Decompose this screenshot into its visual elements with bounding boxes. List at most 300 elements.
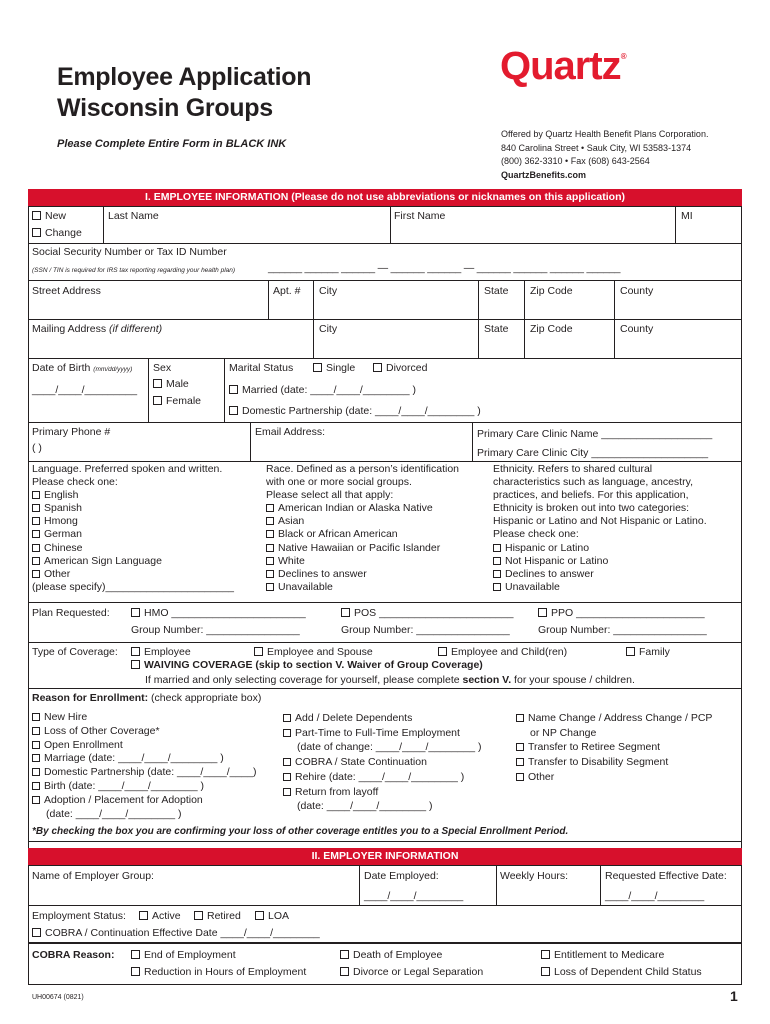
checkbox[interactable] [32, 557, 40, 565]
language-option[interactable] [32, 528, 234, 541]
dob-input[interactable]: ____/____/_________ [32, 384, 138, 396]
reason-label: Rehire (date: ____/____/________ ) [295, 770, 465, 783]
race-option-label: Asian [278, 515, 305, 528]
end-employment-label: End of Employment [144, 949, 236, 961]
title-line-2: Wisconsin Groups [57, 94, 273, 122]
language-option[interactable] [32, 542, 234, 555]
coverage-type-label: Type of Coverage: [32, 646, 118, 658]
race-option[interactable] [266, 502, 459, 515]
divider [496, 865, 497, 905]
reason-label: Adoption / Placement for Adoption [44, 793, 203, 806]
cobra-reason-label: COBRA Reason: [32, 949, 115, 961]
reason-label: Transfer to Retiree Segment [528, 741, 661, 754]
ethnicity-intro-line: practices, and beliefs. For this application, [493, 489, 689, 502]
retired-label: Retired [207, 910, 241, 922]
children-checkbox[interactable] [438, 647, 447, 656]
divider [28, 841, 742, 842]
reduction-hours-option[interactable] [131, 966, 306, 979]
apt-label: Apt. # [273, 285, 301, 297]
divorced-label: Divorced [386, 362, 428, 374]
reason-header [32, 692, 261, 705]
ethnicity-option-label: Declines to answer [505, 567, 594, 580]
divider [28, 243, 742, 244]
race-option-label: Unavailable [278, 580, 333, 593]
last-name-label: Last Name [108, 210, 159, 222]
divorce-option[interactable] [340, 966, 483, 979]
race-option[interactable] [266, 581, 459, 594]
divider [28, 642, 742, 643]
divider [28, 280, 742, 281]
change-option[interactable] [32, 227, 82, 240]
medicare-label: Entitlement to Medicare [554, 949, 665, 961]
divider [224, 358, 225, 422]
phone-input[interactable]: ( ) [32, 442, 42, 454]
date-employed-label: Date Employed: [364, 870, 439, 882]
change-checkbox[interactable] [32, 228, 41, 237]
race-option-label: Declines to answer [278, 567, 367, 580]
reason-option[interactable] [283, 770, 482, 785]
reason-checkbox[interactable] [283, 729, 291, 737]
reason-label: Marriage (date: ____/____/________ ) [44, 752, 224, 765]
effective-date-input[interactable]: ____/____/________ [605, 890, 705, 902]
reason-option[interactable] [283, 755, 482, 770]
plan-requested-label: Plan Requested: [32, 607, 110, 619]
married-label: Married (date: ____/____/________ ) [242, 384, 416, 396]
race-intro-line: Please select all that apply: [266, 489, 394, 502]
contact-line-1: Offered by Quartz Health Benefit Plans Corporation. [501, 129, 709, 139]
dob-label [32, 362, 132, 376]
reason-label: Reason for Enrollment: [32, 692, 149, 704]
language-intro-line: Language. Preferred spoken and written. [32, 463, 223, 475]
hmo-checkbox[interactable] [131, 608, 140, 617]
divider [600, 865, 601, 905]
race-option[interactable] [266, 515, 459, 528]
checkbox[interactable] [32, 570, 40, 578]
children-label: Employee and Child(ren) [451, 646, 568, 658]
reason-checkbox[interactable] [283, 714, 291, 722]
reason-label: Other [528, 770, 555, 783]
reason-checkbox[interactable] [283, 773, 291, 781]
pos-group-number[interactable]: Group Number: ________________ [341, 624, 510, 636]
contact-block [501, 128, 708, 182]
divider [359, 865, 360, 905]
divorce-label: Divorce or Legal Separation [353, 966, 484, 978]
reason-checkbox[interactable] [32, 754, 40, 762]
reason-option[interactable] [516, 711, 712, 726]
reason-label: Part-Time to Full-Time Employment [295, 726, 460, 739]
waiving-checkbox[interactable] [131, 660, 140, 669]
ppo-checkbox[interactable] [538, 608, 547, 617]
reason-option [283, 799, 482, 814]
reason-option[interactable] [516, 740, 712, 755]
reason-option[interactable] [283, 726, 482, 741]
spouse-checkbox[interactable] [254, 647, 263, 656]
reason-label: New Hire [44, 711, 88, 723]
race-option[interactable] [266, 528, 459, 541]
male-checkbox[interactable] [153, 379, 162, 388]
clinic-name-field[interactable]: Primary Care Clinic Name ___________________ [477, 428, 713, 440]
divider [478, 280, 479, 358]
language-option[interactable] [32, 568, 234, 581]
divider [28, 422, 742, 423]
active-label: Active [152, 910, 181, 922]
reason-checkbox[interactable] [32, 768, 40, 776]
mailing-state-label: State [484, 323, 509, 335]
street-address-label: Street Address [32, 285, 101, 297]
race-option-label: Native Hawaiian or Pacific Islander [278, 541, 441, 554]
waiving-note-a: If married and only selecting coverage for yourself, please complete [145, 674, 463, 686]
reason-option[interactable] [283, 711, 482, 726]
new-option[interactable] [32, 210, 66, 223]
married-checkbox[interactable] [229, 385, 238, 394]
checkbox[interactable] [32, 544, 40, 552]
logo-text: Quartz [500, 44, 621, 88]
race-intro-line: with one or more social groups. [266, 476, 412, 489]
single-label: Single [326, 362, 356, 374]
checkbox[interactable] [493, 557, 501, 565]
race-option[interactable] [266, 555, 459, 568]
race-option[interactable] [266, 568, 459, 581]
reason-checkbox[interactable] [32, 713, 40, 721]
retired-checkbox[interactable] [194, 911, 203, 920]
race-option-label: White [278, 554, 305, 567]
ethnicity-option-label: Unavailable [505, 580, 560, 593]
coverage-family[interactable] [626, 646, 670, 659]
single-option[interactable] [313, 362, 355, 375]
status-retired[interactable] [194, 910, 241, 923]
single-checkbox[interactable] [313, 363, 322, 372]
ethnicity-option-label: Not Hispanic or Latino [505, 554, 609, 567]
reason-option [32, 808, 256, 822]
reason-option[interactable] [516, 755, 712, 770]
male-label: Male [166, 378, 189, 390]
reason-option[interactable] [516, 770, 712, 785]
language-specify-field[interactable]: (please specify)______________________ [32, 580, 235, 593]
dependent-status-option[interactable] [541, 966, 702, 979]
waiving-note-section: section V. [462, 674, 512, 686]
checkbox[interactable] [266, 570, 274, 578]
reasons-col-1 [32, 711, 256, 821]
ethnicity-intro-line: Hispanic or Latino and Not Hispanic or Latino. [493, 515, 707, 528]
divorce-checkbox[interactable] [340, 967, 349, 976]
language-option-label: American Sign Language [44, 554, 162, 567]
divider [472, 422, 473, 461]
reason-label: (date of change: ____/____/________ ) [297, 741, 482, 754]
reason-option [283, 740, 482, 755]
divider [28, 905, 742, 906]
waiving-coverage-option[interactable] [131, 659, 483, 672]
hmo-option[interactable] [131, 607, 306, 620]
divider [313, 280, 314, 358]
marital-status-label: Marital Status [229, 362, 294, 374]
ethnicity-block [493, 463, 707, 594]
death-option[interactable] [340, 949, 442, 962]
race-option-label: Black or African American [278, 528, 398, 541]
checkbox[interactable] [32, 517, 40, 525]
reason-checkbox[interactable] [32, 796, 40, 804]
reason-label: Birth (date: ____/____/________ ) [44, 779, 204, 792]
reason-checkbox[interactable] [516, 743, 524, 751]
checkbox[interactable] [493, 544, 501, 552]
language-option-label: Chinese [44, 541, 83, 554]
contact-line-3: (800) 362-3310 • Fax (608) 643-2564 [501, 156, 650, 166]
employer-group-label: Name of Employer Group: [32, 870, 154, 882]
divider [103, 206, 104, 243]
female-option[interactable] [153, 395, 201, 408]
checkbox[interactable] [493, 570, 501, 578]
waiving-note-c: for your spouse / children. [511, 674, 635, 686]
divider [28, 319, 742, 320]
reason-checkbox[interactable] [283, 758, 291, 766]
domestic-partnership-option[interactable] [229, 405, 481, 418]
ppo-label: PPO ______________________ [551, 607, 705, 619]
reduction-hours-label: Reduction in Hours of Employment [144, 966, 307, 978]
pos-label: POS _______________________ [354, 607, 514, 619]
zip-label: Zip Code [530, 285, 573, 297]
coverage-children[interactable] [438, 646, 567, 659]
checkbox[interactable] [32, 530, 40, 538]
registered-mark: ® [620, 52, 626, 61]
loa-checkbox[interactable] [255, 911, 264, 920]
reason-option[interactable] [32, 725, 256, 739]
checkbox[interactable] [266, 583, 274, 591]
ethnicity-option[interactable] [493, 542, 707, 555]
reason-label: Loss of Other Coverage* [44, 724, 160, 737]
reason-option[interactable] [32, 780, 256, 794]
cobra-continuation-checkbox[interactable] [32, 928, 41, 937]
new-checkbox[interactable] [32, 211, 41, 220]
language-intro-line: Please check one: [32, 476, 118, 489]
reason-option[interactable] [32, 739, 256, 753]
race-block [266, 463, 459, 594]
death-label: Death of Employee [353, 949, 443, 961]
mailing-zip-label: Zip Code [530, 323, 573, 335]
female-label: Female [166, 395, 202, 407]
male-option[interactable] [153, 378, 189, 391]
mailing-address-label [32, 323, 162, 336]
reason-checkbox[interactable] [283, 788, 291, 796]
race-option-label: American Indian or Alaska Native [278, 502, 433, 515]
checkbox[interactable] [266, 544, 274, 552]
checkbox[interactable] [266, 517, 274, 525]
loa-label: LOA [268, 910, 290, 922]
employment-status-label: Employment Status: [32, 910, 126, 922]
hmo-group-number[interactable]: Group Number: ________________ [131, 624, 300, 636]
checkbox[interactable] [493, 583, 501, 591]
ssn-note: (SSN / TIN is required for IRS tax reporting regarding your health plan) [32, 267, 236, 274]
ethnicity-intro-line: Ethnicity. Refers to shared cultural [493, 463, 653, 475]
divider [524, 280, 525, 358]
waiving-label: WAIVING COVERAGE (skip to section V. Waiver of Group Coverage) [144, 659, 483, 671]
pos-checkbox[interactable] [341, 608, 350, 617]
reason-option[interactable] [32, 752, 256, 766]
first-name-label: First Name [394, 210, 446, 222]
domestic-label: Domestic Partnership (date: ____/____/________ ) [242, 405, 481, 417]
divider [250, 422, 251, 461]
coverage-employee[interactable] [131, 646, 191, 659]
subtitle: Please Complete Entire Form in BLACK INK [57, 138, 287, 150]
contact-line-2: 840 Carolina Street • Sauk City, WI 53583-1374 [501, 142, 692, 153]
reason-label: Transfer to Disability Segment [528, 756, 669, 769]
language-block [32, 463, 234, 594]
language-option[interactable] [32, 555, 234, 568]
reason-label: or NP Change [530, 726, 597, 739]
divider [28, 688, 742, 689]
status-active[interactable] [139, 910, 181, 923]
language-option-label: Spanish [44, 502, 82, 515]
divider [268, 280, 269, 319]
mailing-city-label: City [319, 323, 338, 335]
reason-checkbox[interactable] [32, 782, 40, 790]
reason-checkbox[interactable] [516, 773, 524, 781]
title-line-1: Employee Application [57, 63, 312, 91]
weekly-hours-label: Weekly Hours: [500, 870, 569, 882]
married-option[interactable] [229, 384, 416, 397]
reason-note: (check appropriate box) [148, 692, 262, 704]
divider [28, 943, 742, 944]
reason-label: COBRA / State Continuation [295, 756, 427, 769]
ethnicity-intro-line: Ethnicity is broken out into two categories: [493, 502, 690, 515]
page-number: 1 [730, 988, 738, 1004]
race-option[interactable] [266, 542, 459, 555]
ethnicity-option-label: Hispanic or Latino [505, 541, 590, 554]
date-employed-input[interactable]: ____/____/________ [364, 890, 464, 902]
waiving-note [145, 674, 635, 687]
checkbox[interactable] [32, 491, 40, 499]
sex-label: Sex [153, 362, 172, 374]
reason-checkbox[interactable] [32, 727, 40, 735]
checkbox[interactable] [266, 557, 274, 565]
reason-label: Open Enrollment [44, 738, 123, 751]
dependent-status-checkbox[interactable] [541, 967, 550, 976]
ethnicity-intro-line: characteristics such as language, ancestry, [493, 476, 693, 489]
end-employment-checkbox[interactable] [131, 950, 140, 959]
ethnicity-option[interactable] [493, 555, 707, 568]
language-option-label: Hmong [44, 515, 78, 528]
new-label: New [45, 210, 67, 222]
ethnicity-option[interactable] [493, 568, 707, 581]
divorced-checkbox[interactable] [373, 363, 382, 372]
reasons-col-2 [283, 711, 482, 814]
section-1-header: I. EMPLOYEE INFORMATION (Please do not use abbreviations or nicknames on this application) [28, 189, 742, 206]
employee-label: Employee [144, 646, 191, 658]
reason-option [516, 726, 712, 741]
divider [148, 358, 149, 422]
county-label: County [620, 285, 654, 297]
divider [28, 602, 742, 603]
reason-option[interactable] [283, 785, 482, 800]
reason-option[interactable] [32, 711, 256, 725]
change-label: Change [45, 227, 82, 239]
reason-option[interactable] [32, 766, 256, 780]
dob-format-note: (mm/dd/yyyy) [93, 366, 133, 373]
divider [28, 461, 742, 462]
ssn-input[interactable]: ______ ______ ______ — ______ ______ — ______ ______ ______ ______ [268, 262, 621, 274]
reason-label: Domestic Partnership (date: ____/____/____) [44, 766, 257, 779]
divorced-option[interactable] [373, 362, 427, 375]
reason-option[interactable] [32, 794, 256, 808]
cobra-continuation-option[interactable] [32, 927, 320, 940]
reasons-col-3 [516, 711, 712, 785]
reduction-hours-checkbox[interactable] [131, 967, 140, 976]
ppo-group-number[interactable]: Group Number: ________________ [538, 624, 707, 636]
medicare-option[interactable] [541, 949, 664, 962]
reason-label: Add / Delete Dependents [295, 712, 413, 724]
form-code: UH00674 (0821) [32, 994, 84, 1001]
quartz-logo [500, 44, 626, 89]
language-option[interactable] [32, 502, 234, 515]
special-enrollment-disclaimer: *By checking the box you are confirming your loss of other coverage entitles you to a Special Enrollment Period. [32, 826, 569, 837]
dependent-status-label: Loss of Dependent Child Status [554, 966, 702, 978]
hmo-label: HMO _______________________ [144, 607, 306, 619]
language-option[interactable] [32, 489, 234, 502]
divider [614, 280, 615, 358]
coverage-spouse[interactable] [254, 646, 373, 659]
reason-label: Name Change / Address Change / PCP [528, 712, 713, 724]
mi-label: MI [681, 210, 693, 222]
reason-checkbox[interactable] [516, 758, 524, 766]
language-option-label: Other [44, 567, 71, 580]
language-option-label: English [44, 489, 79, 502]
reason-label: Return from layoff [295, 785, 379, 798]
checkbox[interactable] [266, 504, 274, 512]
state-label: State [484, 285, 509, 297]
page-title [57, 62, 311, 124]
divider [390, 206, 391, 243]
language-option-label: German [44, 528, 82, 541]
reason-label: (date: ____/____/________ ) [297, 800, 433, 813]
checkbox[interactable] [266, 530, 274, 538]
female-checkbox[interactable] [153, 396, 162, 405]
family-label: Family [639, 646, 670, 658]
cobra-continuation-label: COBRA / Continuation Effective Date ____/____/________ [45, 927, 320, 939]
ssn-label: Social Security Number or Tax ID Number [32, 246, 227, 258]
race-intro-line: Race. Defined as a person’s identification [266, 463, 460, 475]
mailing-label: Mailing Address [32, 323, 107, 335]
family-checkbox[interactable] [626, 647, 635, 656]
email-label: Email Address: [255, 426, 326, 438]
reason-checkbox[interactable] [516, 714, 524, 722]
dob-text: Date of Birth [32, 362, 91, 374]
divider [675, 206, 676, 243]
end-employment-option[interactable] [131, 949, 236, 962]
checkbox[interactable] [32, 504, 40, 512]
death-checkbox[interactable] [340, 950, 349, 959]
reason-checkbox[interactable] [32, 741, 40, 749]
ethnicity-option[interactable] [493, 581, 707, 594]
employee-checkbox[interactable] [131, 647, 140, 656]
active-checkbox[interactable] [139, 911, 148, 920]
effective-date-label: Requested Effective Date: [605, 870, 727, 882]
ppo-option[interactable] [538, 607, 705, 620]
mailing-county-label: County [620, 323, 654, 335]
medicare-checkbox[interactable] [541, 950, 550, 959]
city-label: City [319, 285, 338, 297]
section-2-header: II. EMPLOYER INFORMATION [28, 848, 742, 865]
pos-option[interactable] [341, 607, 513, 620]
language-option[interactable] [32, 515, 234, 528]
domestic-checkbox[interactable] [229, 406, 238, 415]
clinic-city-field[interactable]: Primary Care Clinic City ____________________ [477, 447, 709, 459]
reason-label: (date: ____/____/________ ) [46, 807, 182, 820]
mailing-note: (if different) [109, 323, 163, 335]
status-loa[interactable] [255, 910, 289, 923]
contact-website: QuartzBenefits.com [501, 169, 587, 180]
phone-label: Primary Phone # [32, 426, 111, 438]
divider [28, 358, 742, 359]
ethnicity-intro-line: Please check one: [493, 528, 579, 541]
spouse-label: Employee and Spouse [267, 646, 373, 658]
